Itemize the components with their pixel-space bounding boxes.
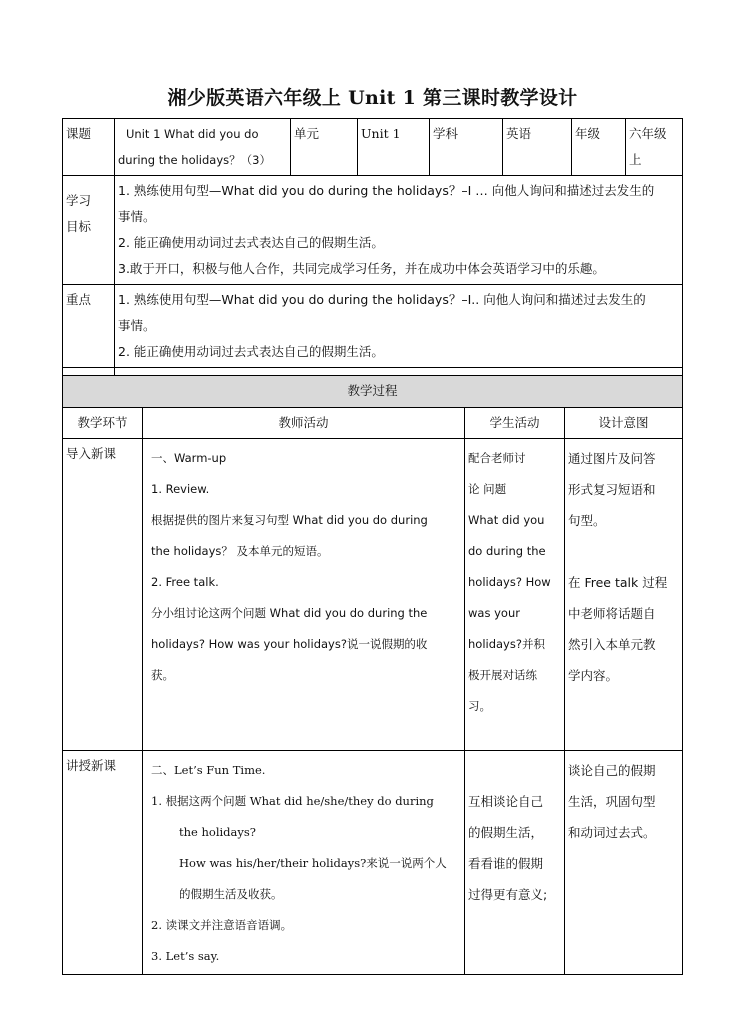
objective-line: 2. 能正确使用动词过去式表达自己的假期生活。 bbox=[118, 235, 384, 250]
stage-cell: 讲授新课 bbox=[63, 751, 143, 975]
objective-line: 事情。 bbox=[118, 209, 156, 224]
objectives-content bbox=[115, 176, 683, 285]
keypoint-line: 1. 熟练使用句型—What did you do during the holidays？–I.. 向他人询问和描述过去发生的 bbox=[118, 292, 646, 307]
keypoint-line: 2. 能正确使用动词过去式表达自己的假期生活。 bbox=[118, 344, 384, 359]
unit-value: Unit 1 bbox=[358, 119, 430, 176]
teacher-activity-cell: 一、Warm-up 1. Review. 根据提供的图片来复习句型 What did you do during the holidays？ 及本单元的短语。 2. Free talk. 分小组讨论这两个问题 What did you do during the holidays? How was your holidays?说一说假期的收 获。 bbox=[143, 439, 465, 751]
unit-label: 单元 bbox=[291, 119, 358, 176]
column-header-student: 学生活动 bbox=[465, 408, 565, 439]
column-header-stage: 教学环节 bbox=[63, 408, 143, 439]
document-title: 湘少版英语六年级上 Unit 1 第三课时教学设计 bbox=[167, 87, 578, 109]
topic-value: Unit 1 What did you do during the holidays？（3） bbox=[115, 119, 291, 176]
table-row bbox=[63, 439, 683, 751]
grade-label: 年级 bbox=[572, 119, 626, 176]
intent-cell: 通过图片及问答 形式复习短语和 句型。 在 Free talk 过程 中老师将话题自 然引入本单元教 学内容。 bbox=[565, 439, 683, 751]
teaching-process-table bbox=[62, 375, 683, 975]
keypoints-content bbox=[115, 285, 683, 368]
objectives-label: 学习 目标 bbox=[63, 176, 115, 285]
lesson-info-table bbox=[62, 118, 683, 399]
keypoint-line: 事情。 bbox=[118, 318, 156, 333]
table-row bbox=[63, 751, 683, 975]
subject-label: 学科 bbox=[430, 119, 503, 176]
process-header: 教学过程 bbox=[63, 376, 683, 408]
subject-value: 英语 bbox=[503, 119, 572, 176]
student-activity-cell: 互相谈论自己 的假期生活， 看看谁的假期 过得更有意义; bbox=[465, 751, 565, 975]
column-header-teacher: 教师活动 bbox=[143, 408, 465, 439]
column-header-intent: 设计意图 bbox=[565, 408, 683, 439]
objective-line: 1. 熟练使用句型—What did you do during the holidays？–I … 向他人询问和描述过去发生的 bbox=[118, 183, 655, 198]
intent-cell: 谈论自己的假期 生活，巩固句型 和动词过去式。 bbox=[565, 751, 683, 975]
grade-value: 六年级 上 bbox=[626, 119, 683, 176]
stage-cell: 导入新课 bbox=[63, 439, 143, 751]
student-activity-cell: 配合老师讨 论 问题 What did you do during the holidays? How was your holidays?并积 极开展对话练 习。 bbox=[465, 439, 565, 751]
keypoints-label: 重点 bbox=[63, 285, 115, 368]
objective-line: 3.敢于开口，积极与他人合作，共同完成学习任务，并在成功中体会英语学习中的乐趣。 bbox=[118, 261, 605, 276]
topic-label: 课题 bbox=[63, 119, 115, 176]
teacher-activity-cell: 二、Let’s Fun Time. 1. 根据这两个问题 What did he/she/they do during the holidays? How was his/her/their holidays?来说一说两个人 的假期生活及收获。 2. 读课文并注意语音语调。 3. Let’s say. bbox=[143, 751, 465, 975]
